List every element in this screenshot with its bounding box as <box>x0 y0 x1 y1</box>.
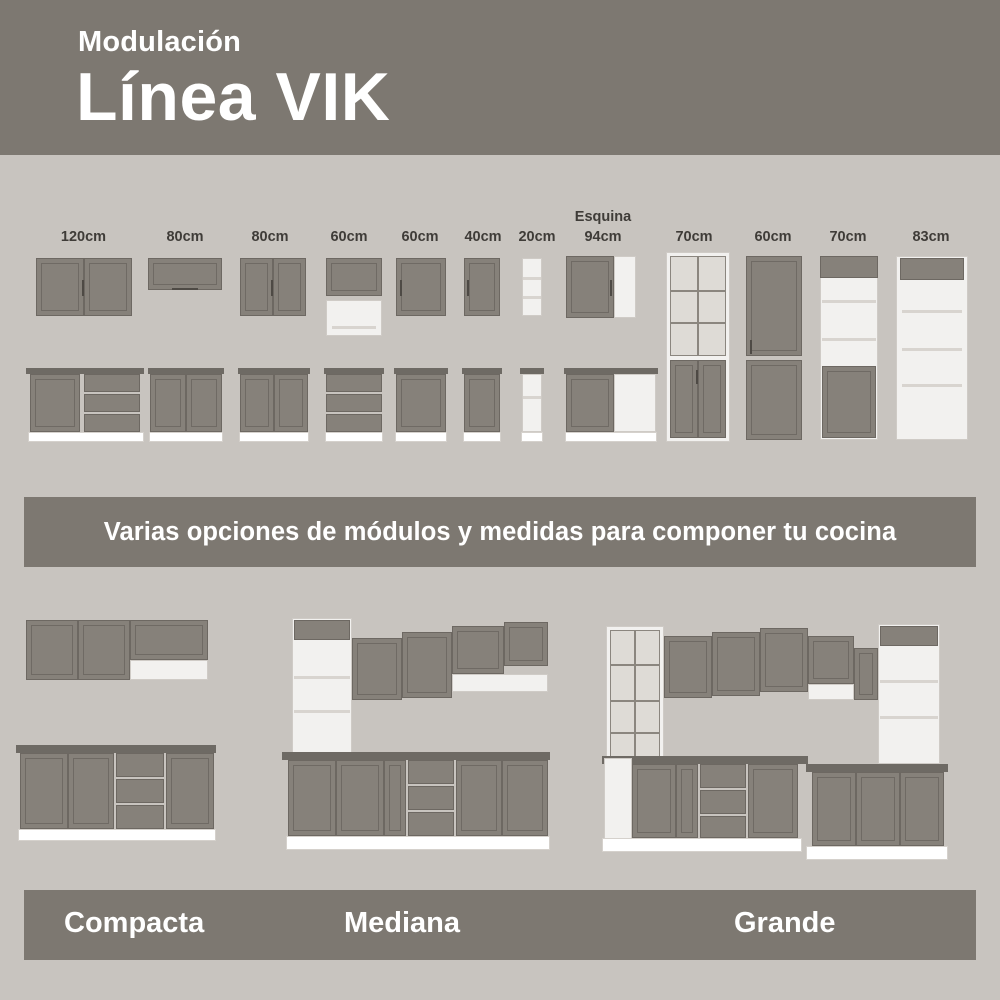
label-esquina: Esquina <box>574 209 632 225</box>
label-60cm-a: 60cm <box>330 229 368 245</box>
label-70cm-a: 70cm <box>675 229 713 245</box>
label-esquina-size: 94cm <box>584 229 622 245</box>
footer-option-compacta: Compacta <box>64 907 205 939</box>
header-kicker: Modulación <box>78 26 242 58</box>
label-80cm-a: 80cm <box>166 229 204 245</box>
info-banner-text: Varias opciones de módulos y medidas para componer tu cocina <box>103 517 897 546</box>
label-70cm-b: 70cm <box>829 229 867 245</box>
label-83cm: 83cm <box>912 229 950 245</box>
label-80cm-b: 80cm <box>251 229 289 245</box>
label-60cm-c: 60cm <box>754 229 792 245</box>
label-60cm-b: 60cm <box>401 229 439 245</box>
footer-option-mediana: Mediana <box>344 907 461 939</box>
footer-band <box>24 890 976 960</box>
label-120cm: 120cm <box>60 229 107 245</box>
label-40cm: 40cm <box>464 229 502 245</box>
label-20cm: 20cm <box>518 229 556 245</box>
footer-option-grande: Grande <box>734 907 836 939</box>
page-title: Línea VIK <box>76 59 391 135</box>
